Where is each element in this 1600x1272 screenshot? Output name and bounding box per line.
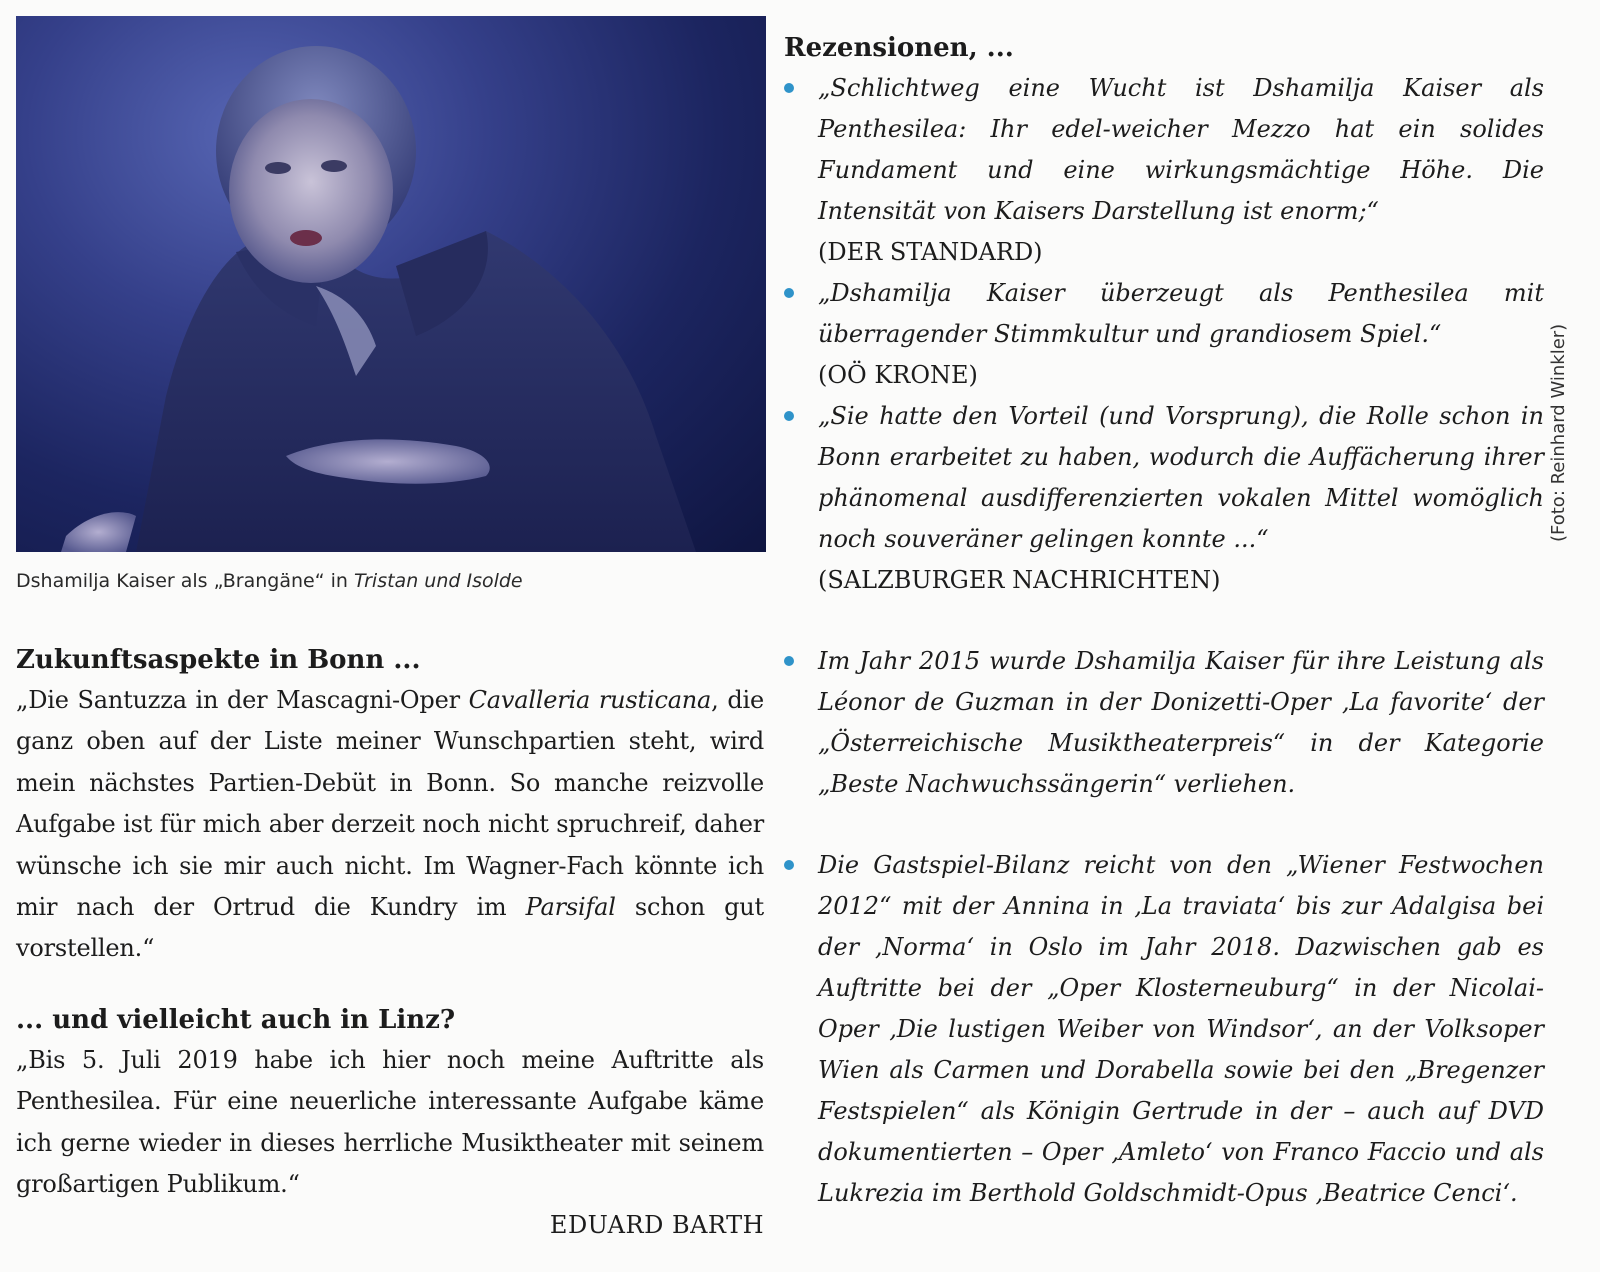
review-item [784,396,1544,601]
bullet-icon [784,288,794,298]
review-quote: „Schlichtweg eine Wucht ist Dshamilja Kaiser als Penthesilea: Ihr edel-weicher Mezzo hat ein solides Fundament und eine wirkungsmächtige Höhe. Die Intensität von Kaisers Darstellung ist enorm;“ [818,74,1544,225]
bullet-icon [784,860,794,870]
photo-caption [16,570,756,592]
review-quote: „Dshamilja Kaiser überzeugt als Penthesilea mit überragender Stimmkultur und grandiosem Spiel.“ [818,279,1544,348]
guest-appearances-text: Die Gastspiel-Bilanz reicht von den „Wiener Festwochen 2012“ mit der Annina in ‚La traviata‘ bis zur Adalgisa bei der ‚Norma‘ in Oslo im Jahr 2018. Dazwischen gab es Auftritte bei der „Oper Klosterneuburg“ in der Nicolai-Oper ‚Die lustigen Weiber von Windsor‘, an der Volksoper Wien als Carmen und Dorabella sowie bei den „Bregenzer Festspielen“ als Königin Gertrude in der – auch auf DVD dokumentierten – Oper ‚Amleto‘ von Franco Faccio und als Lukrezia im Berthold Goldschmidt-Opus ‚Beatrice Cenci‘. [818,851,1544,1207]
section-heading-linz: ... und vielleicht auch in Linz? [16,1004,456,1035]
section-text-linz: „Bis 5. Juli 2019 habe ich hier noch meine Auftritte als Penthesilea. Für eine neuerliche interessante Aufgabe käme ich gerne wieder in dieses herrliche Musiktheater mit seinem großartigen Publikum.“ [16,1045,764,1199]
bullet-icon [784,656,794,666]
review-quote: „Sie hatte den Vorteil (und Vorsprung), die Rolle schon in Bonn erarbeitet zu haben, wodurch die Auffächerung ihrer phänomenal ausdifferenzierten vokalen Mittel womöglich noch souveräner gelingen konnte ...“ [818,402,1544,553]
section-heading-bonn: Zukunftsaspekte in Bonn ... [16,645,421,675]
work-title: Parsifal [525,893,616,922]
section-text-bonn [16,680,764,970]
work-title: Cavalleria rusticana [468,686,712,714]
reviews-list [784,68,1544,1214]
guest-appearances-item [784,845,1544,1214]
caption-text: Dshamilja Kaiser als „Brangäne“ in [16,570,348,592]
text-part: schon gut vorstellen.“ [16,893,764,963]
stage-photo-illustration [16,16,766,552]
right-column [784,28,1544,1214]
review-source: (SALZBURGER NACHRICHTEN) [818,566,1221,594]
photo-credit: (Foto: Reinhard Winkler) [1548,323,1569,542]
review-item [784,68,1544,273]
bullet-icon [784,83,794,93]
text-part: , die ganz oben auf der Liste meiner Wunschpartien steht, wird mein nächstes Partien-Debüt in Bonn. So manche reizvolle Aufgabe ist für mich aber derzeit noch nicht spruchreif, daher wünsche ich sie mir auch nicht. Im Wagner-Fach könnte ich mir nach der Ortrud die Kundry im [16,686,764,922]
left-column [16,640,764,1245]
award-text: Im Jahr 2015 wurde Dshamilja Kaiser für ihre Leistung als Léonor de Guzman in der Donizetti-Oper ‚La favorite‘ der „Österreichische Musiktheaterpreis“ in der Kategorie „Beste Nachwuchssängerin“ verliehen. [818,647,1544,798]
review-source: (DER STANDARD) [818,238,1043,266]
reviews-heading: Rezensionen, ... [784,33,1014,63]
stage-photo [16,16,766,552]
review-item [784,273,1544,396]
review-source: (OÖ KRONE) [818,361,978,389]
caption-work-title: Tristan und Isolde [353,570,523,592]
author-signature: EDUARD BARTH [549,1211,764,1240]
award-item [784,641,1544,805]
bullet-icon [784,411,794,421]
text-part: „Die Santuzza in der Mascagni-Oper [16,686,469,714]
